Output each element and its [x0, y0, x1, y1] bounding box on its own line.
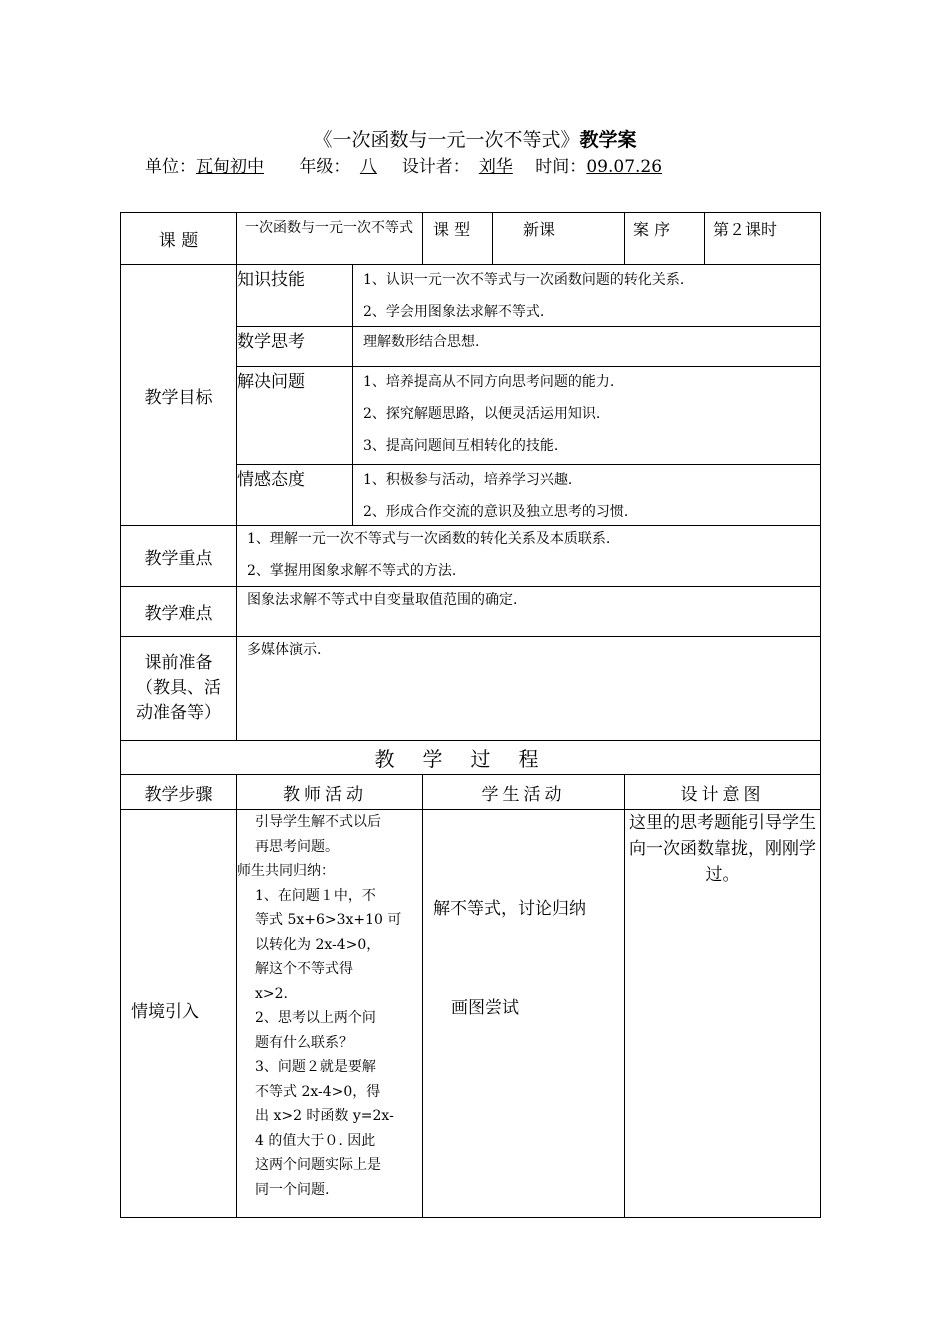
student-line-2: 画图尝试	[451, 998, 519, 1018]
time-label: 时间：	[535, 157, 587, 177]
prep-content	[237, 637, 821, 741]
key-content	[237, 526, 821, 587]
col-header-student: 学生活动	[423, 775, 625, 810]
teacher-line: 等式 5x+6>3x+10 可	[255, 912, 402, 928]
prep-value: 多媒体演示.	[247, 642, 322, 658]
teacher-line: 以转化为 2x-4>0，	[255, 936, 381, 953]
grade-value: 八	[359, 157, 377, 177]
key-line-2: 2、掌握用图象求解不等式的方法.	[247, 563, 457, 579]
goal-knowledge-label: 知识技能	[237, 265, 353, 327]
process-header-text: 教学过程	[374, 747, 567, 771]
col-header-teacher: 教师活动	[237, 775, 423, 810]
goals-label-cell	[121, 265, 237, 526]
designer-label: 设计者：	[401, 157, 470, 177]
teacher-line: 题有什么联系？	[255, 1034, 353, 1051]
design-text: 这里的思考题能引导学生向一次函数靠拢，刚刚学过。	[629, 813, 816, 885]
teacher-line: 这两个问题实际上是	[255, 1157, 381, 1173]
unit-value: 瓦甸初中	[196, 157, 264, 177]
prep-label-3: 动准备等）	[136, 703, 221, 723]
course-value: 一次函数与一元一次不等式	[245, 220, 413, 236]
title-main: 《一次函数与一元一次不等式》	[313, 129, 580, 151]
teacher-line: 2、思考以上两个问	[255, 1010, 376, 1026]
grade-label: 年级：	[299, 157, 351, 177]
teacher-line: 师生共同归纳：	[237, 863, 335, 879]
teacher-line: 3、问题２就是要解	[255, 1059, 376, 1075]
course-label: 课 题	[158, 231, 199, 251]
goal-attitude-line-1: 1、积极参与活动，培养学习兴趣.	[363, 472, 573, 488]
goal-solving-line-3: 3、提高问题间互相转化的技能.	[363, 438, 559, 454]
type-cell	[423, 213, 625, 265]
goal-solving-label: 解决问题	[237, 367, 353, 465]
teacher-line: 引导学生解不式以后	[255, 814, 381, 830]
goal-solving-line-2: 2、探究解题思路，以便灵活运用知识.	[363, 406, 601, 422]
lesson-plan-table	[120, 212, 821, 1218]
goal-thinking-label: 数学思考	[237, 327, 353, 367]
prep-label-2: （教具、活	[136, 678, 221, 698]
designer-value: 刘华	[478, 157, 513, 177]
course-label-cell	[121, 213, 237, 265]
key-label: 教学重点	[144, 548, 213, 569]
goal-solving-line-1: 1、培养提高从不同方向思考问题的能力.	[363, 374, 615, 390]
goal-thinking-line-1: 理解数形结合思想.	[363, 334, 480, 350]
document-meta	[145, 152, 662, 177]
order-label: 案 序	[625, 213, 705, 265]
key-line-1: 1、理解一元一次不等式与一次函数的转化关系及本质联系.	[247, 531, 611, 547]
goal-knowledge-line-1: 1、认识一元一次不等式与一次函数问题的转化关系.	[363, 272, 685, 288]
unit-label: 单位：	[145, 157, 196, 177]
prep-label-cell	[121, 637, 237, 741]
teacher-line: 解这个不等式得	[255, 961, 353, 977]
title-suffix: 教学案	[579, 129, 637, 151]
student-line-1: 解不等式，讨论归纳	[433, 899, 586, 919]
goal-solving-content	[353, 367, 821, 465]
difficult-label: 教学难点	[144, 604, 213, 624]
difficult-label-cell	[121, 587, 237, 637]
goal-thinking-content	[353, 327, 821, 367]
goal-knowledge-line-2: 2、学会用图象法求解不等式.	[363, 304, 545, 320]
teacher-line: 1、在问题１中，不	[255, 887, 376, 904]
step-label: 情境引入	[121, 810, 237, 1218]
goal-knowledge-content	[353, 265, 821, 327]
time-value: 09.07.26	[586, 157, 663, 177]
student-activity	[423, 810, 625, 1218]
goals-label: 教学目标	[144, 387, 213, 408]
teacher-line: 出 x>2 时函数 y=2x-	[255, 1108, 394, 1124]
teacher-line: 不等式 2x-4>0，得	[255, 1083, 381, 1100]
teacher-line: 同一个问题.	[255, 1181, 330, 1198]
teacher-line: x>2.	[255, 985, 288, 1002]
teacher-activity	[237, 810, 423, 1218]
type-value: 新课	[523, 220, 556, 239]
goal-attitude-label: 情感态度	[237, 465, 353, 526]
goal-attitude-content	[353, 465, 821, 526]
col-header-step: 教学步骤	[121, 775, 237, 810]
process-header	[121, 741, 821, 775]
document-title	[0, 125, 950, 152]
design-intent	[625, 810, 821, 1218]
order-value: 第２课时	[705, 213, 821, 265]
goal-attitude-line-2: 2、形成合作交流的意识及独立思考的习惯.	[363, 504, 629, 520]
prep-label-1: 课前准备	[144, 653, 213, 673]
teacher-line: 4 的值大于０. 因此	[255, 1132, 376, 1149]
col-header-design: 设计意图	[625, 775, 821, 810]
difficult-line: 图象法求解不等式中自变量取值范围的确定.	[247, 592, 518, 608]
course-value-cell	[237, 213, 423, 265]
type-label: 课 型	[423, 213, 493, 264]
difficult-content	[237, 587, 821, 637]
key-label-cell	[121, 526, 237, 587]
teacher-line: 再思考问题。	[255, 838, 339, 855]
